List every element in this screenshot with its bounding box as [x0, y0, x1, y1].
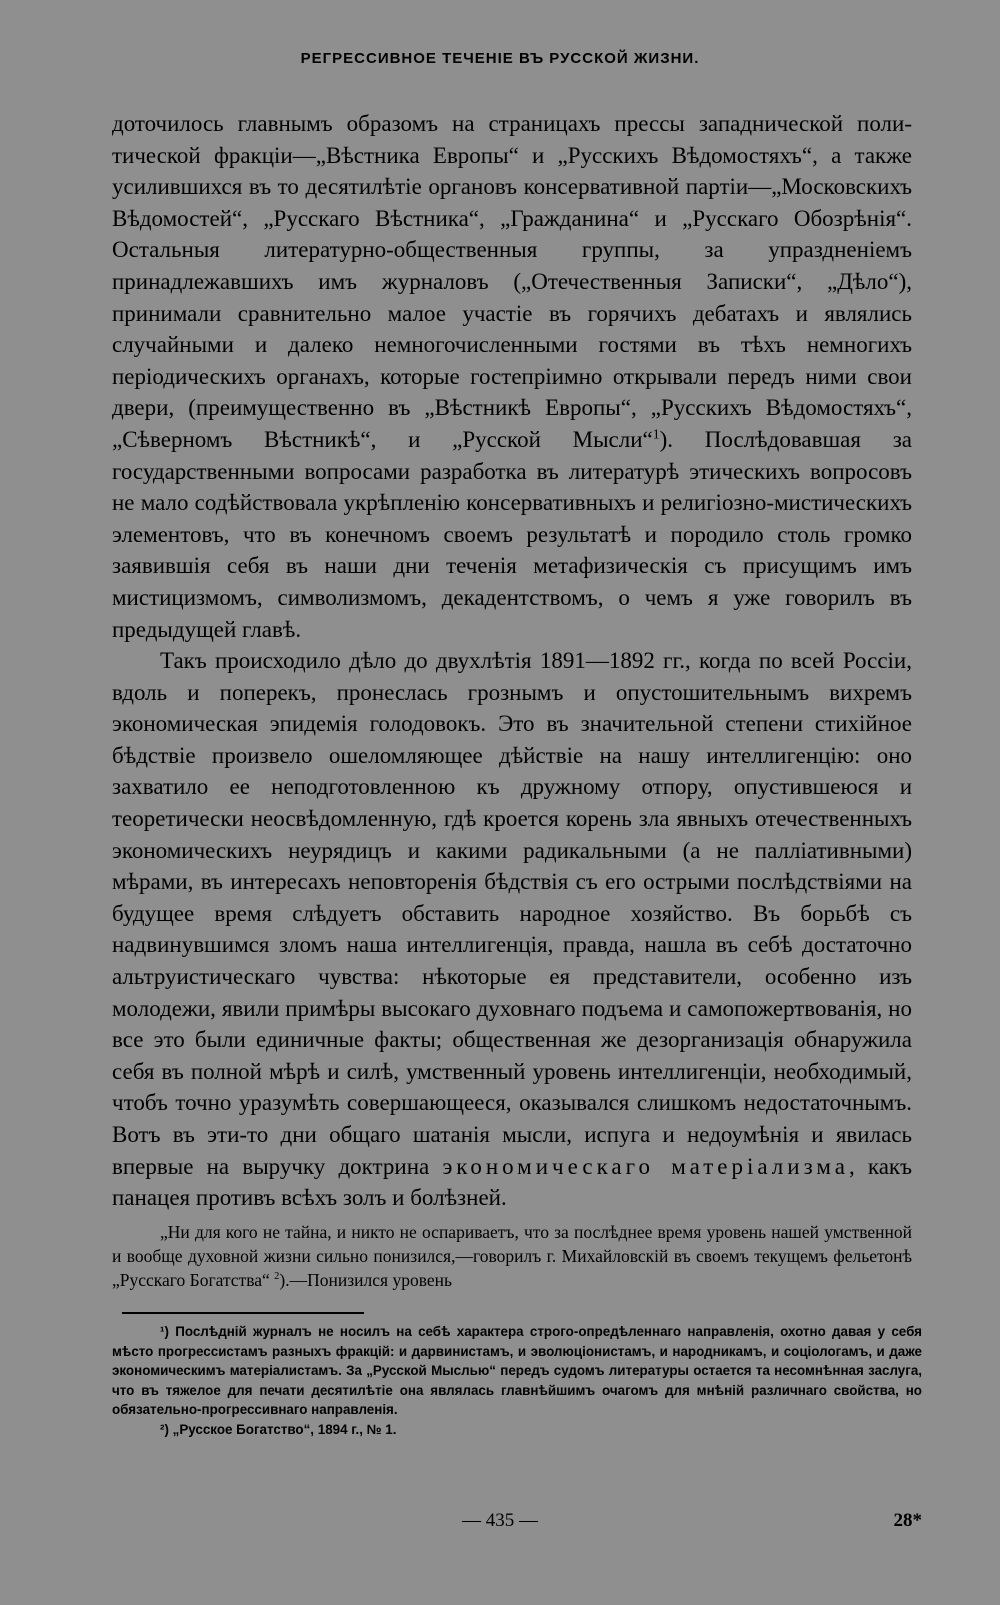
footnote-ref-1: 1: [652, 426, 660, 442]
quotation: [112, 1220, 912, 1292]
paragraph-1-tail: ). Послѣдовавшая за государственными вопросами разработка въ литературѣ этическихъ вопросовъ не мало содѣйствовала укрѣпленію консервативныхъ и религіозно-мистическихъ элементовъ, что въ конечномъ своемъ результатѣ и породило столь громко заявившія себя въ наши дни теченія метафизическія съ присущимъ имъ мистицизмомъ, символизмомъ, декадентствомъ, о чемъ я уже говорилъ въ предыдущей главѣ.: [112, 426, 913, 642]
page-number: — 435 —: [462, 1510, 538, 1531]
footnote-2-text: „Русское Богатство“, 1894 г., № 1.: [172, 1421, 397, 1437]
footnote-1-mark: ¹): [160, 1324, 169, 1339]
footnotes: [112, 1322, 922, 1439]
footnote-1-text: Послѣдній журналъ не носилъ на себѣ характера строго-опредѣленнаго направленія, охотно давая у себя мѣсто прогрессистамъ разныхъ фракцій: и дарвинистамъ, и эволюціонистамъ, и народникамъ, и соціологамъ, и даже экономическимъ матеріалистамъ. За „Русской Мыслью“ передъ судомъ литературы остается та несомнѣнная заслуга, что въ тяжелое для печати десятилѣтіе она являлась главнѣйшимъ очагомъ для мнѣній различнаго свойства, но обязательно-прогрессивнаго направленія.: [112, 1324, 922, 1417]
quotation-end: ).—Понизился уровень: [279, 1269, 452, 1290]
footnote-ref-2: 2: [274, 1270, 280, 1282]
paragraph-2-text: Такъ происходило дѣло до двухлѣтія 1891—1892 гг., когда по всей Россіи, вдоль и поперекъ, пронеслась грознымъ и опустошительнымъ вихремъ экономическая эпидемія голодовокъ. Это въ значительной степени стихійное бѣдствіе произвело ошеломляющее дѣйствіе на нашу интеллигенцію: оно захватило ее неподготовленною къ дружному отпору, опустившеюся и теоретически неосвѣдомленную, гдѣ кроется корень зла явныхъ отечественныхъ экономическихъ неурядицъ и какими радикальными (а не палліативными) мѣрами, въ интересахъ неповторенія бѣдствія съ его острыми послѣдствіями на будущее время слѣдуетъ обставить народное хозяйство. Въ борьбѣ съ надвинувшимся зломъ наша интеллигенція, правда, нашла въ себѣ достаточно альтруистическаго чувства: нѣкоторые ея представители, особенно изъ молодежи, явили примѣры высокаго духовнаго подъема и самопожертвованія, но все это были единичные факты; общественная же дезорганизація обнаружила себя въ полной мѣрѣ и силѣ, умственный уровень интеллигенціи, необходимый, чтобъ точно уразумѣть совершающееся, оказывался слишкомъ недостаточнымъ. Вотъ въ эти-то дни общаго шатанія мысли, испуга и недоумѣнія и явилась впервые на выручку доктрина: [112, 648, 912, 1179]
page-footer: [0, 1510, 1000, 1540]
paragraph-1: [112, 108, 912, 645]
footnote-1: [112, 1322, 922, 1420]
footnote-2-mark: ²): [160, 1421, 169, 1437]
running-header: РЕГРЕССИВНОЕ ТЕЧЕНІЕ ВЪ РУССКОЙ ЖИЗНИ.: [300, 50, 700, 67]
spaced-emphasis: экономическаго матеріализма: [442, 1153, 849, 1179]
quotation-text: „Ни для кого не тайна, и никто не оспариваетъ, что за послѣднее время уровень нашей умственной и вообще духовной жизни сильно понизился,—говорилъ г. Михайловскій въ своемъ текущемъ фельетонѣ „Русскаго Богатства“: [112, 1221, 912, 1290]
paragraph-2-end: , какъ панацея противъ всѣхъ золъ и болѣзней.: [112, 1153, 913, 1211]
paragraph-2: [112, 645, 912, 1214]
signature-mark: 28*: [893, 1510, 922, 1531]
footnote-divider: [122, 1312, 364, 1314]
main-text: [112, 108, 912, 1292]
footnote-2: [112, 1420, 922, 1440]
paragraph-1-text: доточилось главнымъ образомъ на страницахъ прессы западнической политической фракціи—„Вѣстника Европы“ и „Русскихъ Вѣдомостяхъ“, а также усилившихся въ то десятилѣтіе органовъ консервативной партіи—„Московскихъ Вѣдомостей“, „Русскаго Вѣстника“, „Гражданина“ и „Русскаго Обозрѣнія“. Остальныя литературно-общественныя группы, за упраздненіемъ принадлежавшихъ имъ журналовъ („Отечественныя Записки“, „Дѣло“), принимали сравнительно малое участіе въ горячихъ дебатахъ и являлись случайными и далеко немногочисленными гостями въ тѣхъ немногихъ періодическихъ органахъ, которые гостепріимно открывали передъ ними свои двери, (преимущественно въ „Вѣстникѣ Европы“, „Русскихъ Вѣдомостяхъ“, „Сѣверномъ Вѣстникѣ“, и „Русской Мысли“: [112, 111, 912, 452]
